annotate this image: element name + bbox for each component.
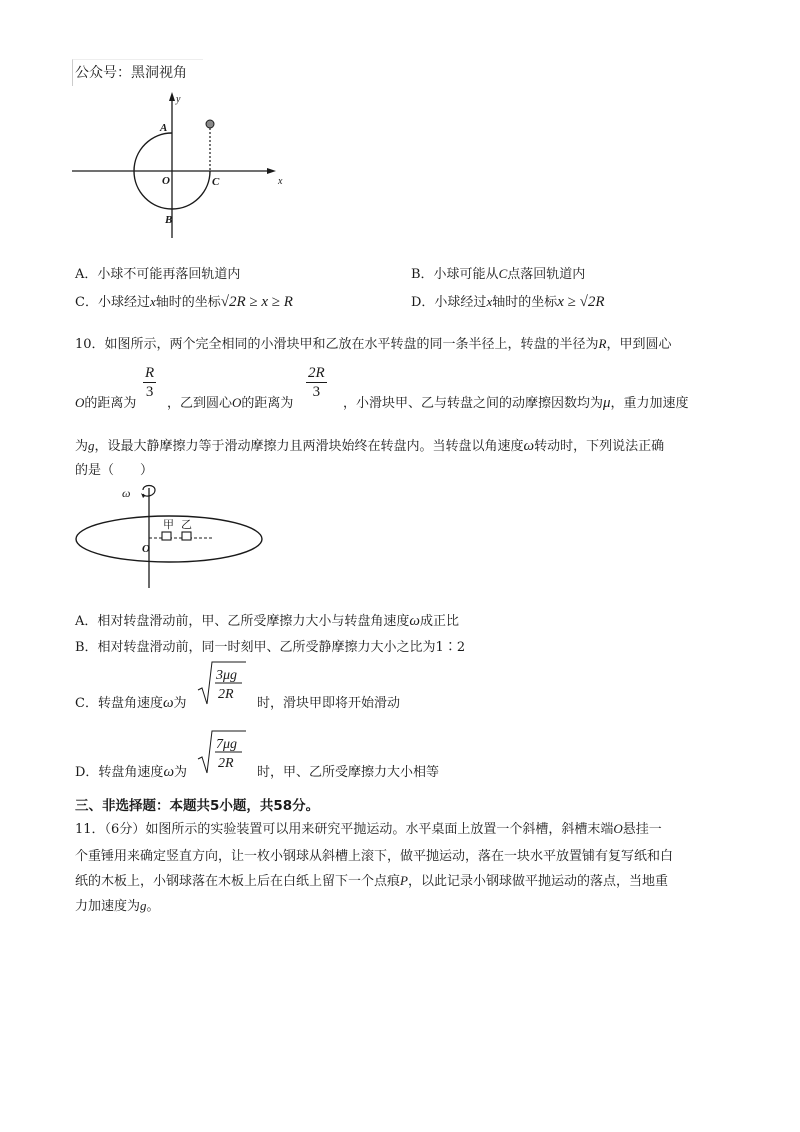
label-omega: ω xyxy=(122,486,131,500)
q10-line1 xyxy=(75,333,672,352)
q9-option-c-math: √2R ≥ x ≥ R xyxy=(220,294,293,310)
label-y: y xyxy=(176,94,181,105)
q10-option-d-pre: D．转盘角速度 xyxy=(75,765,164,780)
block-yi xyxy=(182,532,191,540)
q10-g-text: ，重力加速度 xyxy=(610,396,689,411)
watermark-border xyxy=(72,59,203,86)
q10-option-c-omega: ω xyxy=(162,695,174,711)
block-jia xyxy=(162,532,171,540)
q10-option-a-post: 成正比 xyxy=(419,614,459,629)
label-C: C xyxy=(212,176,220,188)
label-O: O xyxy=(162,175,170,187)
q10-mid: ，乙到圆心 xyxy=(167,396,233,411)
q9-figure xyxy=(70,90,290,240)
q9-option-d xyxy=(411,291,605,311)
q10-frac2-den: 3 xyxy=(312,384,321,400)
q10-option-d-wei: 为 xyxy=(174,765,188,780)
q11-line1-text: 11．（6分）如图所示的实验装置可以用来研究平抛运动。水平桌面上放置一个斜槽，斜槽末端 xyxy=(75,822,614,837)
q9-option-d-pre: D．小球经过 xyxy=(411,295,487,310)
watermark-text: 公众号：黑洞视角 xyxy=(75,65,187,81)
q9-option-d-math: x ≥ √2R xyxy=(557,294,605,310)
q9-option-d-x: x xyxy=(486,294,493,309)
q10-line4: 的是（ ） xyxy=(75,463,154,478)
q10-figure xyxy=(72,482,272,592)
label-jia: 甲 xyxy=(163,518,174,531)
q10-omega: ω xyxy=(523,438,535,454)
q10-option-a-pre: A．相对转盘滑动前，甲、乙所受摩擦力大小与转盘角速度 xyxy=(75,614,410,629)
q10-option-d-den: 2R xyxy=(218,756,234,771)
q10-option-d-omega: ω xyxy=(163,764,175,780)
x-arrow-icon xyxy=(267,168,276,174)
q10-line3-end: 转动时，下列说法正确 xyxy=(534,439,665,454)
ball xyxy=(206,120,214,128)
q11-line1 xyxy=(75,818,662,837)
q11-p: P xyxy=(400,873,408,888)
q10-line1-end: ，甲到圆心 xyxy=(606,337,672,352)
q10-radius-symbol: R xyxy=(598,336,607,351)
q10-option-a xyxy=(75,610,459,630)
q11-line2: 个重锤用来确定竖直方向，让一枚小钢球从斜槽上滚下，做平抛运动，落在一块水平放置铺有复写纸和白 xyxy=(75,849,674,864)
q10-option-c-num: 3μg xyxy=(216,668,238,683)
q10-frac1-num: R xyxy=(145,365,155,381)
q10-option-d-num: 7μg xyxy=(216,737,238,752)
label-O: O xyxy=(142,543,150,555)
q9-option-b xyxy=(411,263,585,282)
q9-option-a: A．小球不可能再落回轨道内 xyxy=(75,267,241,282)
q10-option-d xyxy=(75,761,187,781)
q11-line4-pre: 力加速度为 xyxy=(75,899,141,914)
q9-option-c-mid: 轴时的坐标 xyxy=(155,295,221,310)
q9-option-c-x: x xyxy=(149,294,156,309)
q9-option-c xyxy=(75,291,293,311)
q10-frac2-num: 2R xyxy=(308,365,325,381)
q10-line2-end xyxy=(343,392,689,412)
q9-option-c-pre: C．小球经过 xyxy=(75,295,150,310)
y-arrow-icon xyxy=(169,92,175,101)
q11-line3-pre: 纸的木板上，小钢球落在木板上后在白纸上留下一个点痕 xyxy=(75,874,401,889)
q10-o1: O xyxy=(75,395,85,410)
q9-option-b-pre: B．小球可能从 xyxy=(411,267,499,282)
q9-option-d-mid: 轴时的坐标 xyxy=(492,295,558,310)
q10-option-c-pre: C．转盘角速度 xyxy=(75,696,163,711)
q10-option-c-sqrt xyxy=(196,660,248,706)
q10-option-a-omega: ω xyxy=(409,613,420,629)
q10-dist1: 的距离为 xyxy=(84,396,137,411)
q10-line3-pre: 为 xyxy=(75,439,89,454)
q10-option-c-post: 时，滑块甲即将开始滑动 xyxy=(257,696,401,711)
q10-line1-text: 10．如图所示，两个完全相同的小滑块甲和乙放在水平转盘的同一条半径上，转盘的半径为 xyxy=(75,337,599,352)
label-A: A xyxy=(160,122,168,134)
q10-frac1-den: 3 xyxy=(145,384,154,400)
q10-line2 xyxy=(75,392,136,411)
q11-line4 xyxy=(75,895,160,914)
q11-line4-end: 。 xyxy=(146,899,160,914)
q10-option-d-post: 时，甲、乙所受摩擦力大小相等 xyxy=(257,765,440,780)
q11-g: g xyxy=(140,898,147,913)
q10-option-b: B．相对转盘滑动前，同一时刻甲、乙所受静摩擦力大小之比为1∶2 xyxy=(75,640,466,655)
q9-option-b-point: C xyxy=(498,266,508,281)
section3-heading: 三、非选择题：本题共5小题，共58分。 xyxy=(75,798,320,814)
q10-fraction-2 xyxy=(306,364,327,401)
q10-option-c-den: 2R xyxy=(218,687,234,702)
q10-line3-text: ，设最大静摩擦力等于滑动摩擦力且两滑块始终在转盘内。当转盘以角速度 xyxy=(94,439,524,454)
q10-line2-mid xyxy=(167,392,293,411)
label-x: x xyxy=(278,176,283,187)
q11-line3 xyxy=(75,870,668,889)
q11-line3-end: ，以此记录小钢球做平抛运动的落点，当地重 xyxy=(407,874,668,889)
q10-o2: O xyxy=(232,395,242,410)
q10-mu: μ xyxy=(603,395,611,411)
q10-option-c-wei: 为 xyxy=(173,696,187,711)
q11-o: O xyxy=(613,821,623,836)
q10-fraction-1 xyxy=(143,364,156,401)
q10-option-c xyxy=(75,692,187,712)
q10-mu-text: ，小滑块甲、乙与转盘之间的动摩擦因数均为 xyxy=(343,396,604,411)
q10-option-d-sqrt xyxy=(196,729,248,775)
q10-line3 xyxy=(75,435,664,455)
q9-option-b-post: 点落回轨道内 xyxy=(507,267,586,282)
label-yi: 乙 xyxy=(181,518,192,531)
q10-g: g xyxy=(88,438,95,453)
q10-dist2: 的距离为 xyxy=(241,396,294,411)
q11-line1-end: 悬挂一 xyxy=(622,822,662,837)
label-B: B xyxy=(165,214,173,226)
